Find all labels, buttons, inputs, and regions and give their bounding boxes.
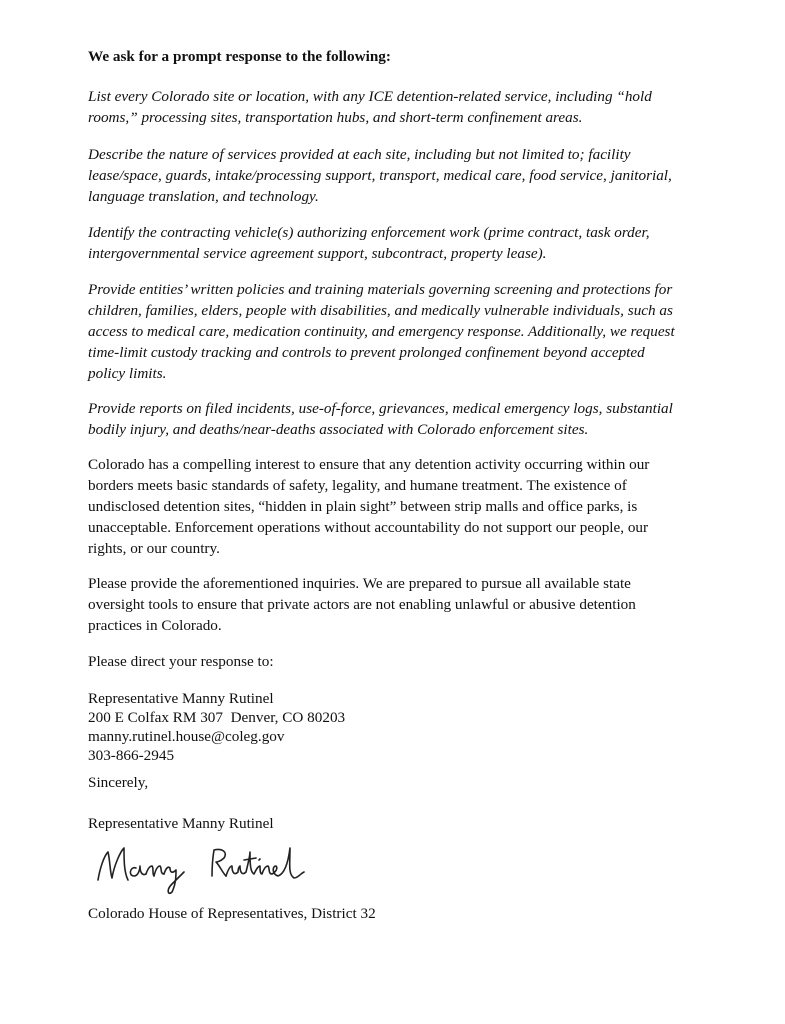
contact-email[interactable]: manny.rutinel.house@coleg.gov <box>88 728 285 745</box>
text-line: policy limits. <box>88 365 167 382</box>
text-line: practices in Colorado. <box>88 617 222 634</box>
text-line: intergovernmental service agreement support, subcontract, property lease). <box>88 245 547 262</box>
text-line: Identify the contracting vehicle(s) authorizing enforcement work (prime contract, task order, <box>88 224 650 241</box>
text-line: children, families, elders, people with disabilities, and medically vulnerable individuals, such as <box>88 302 673 319</box>
text-line: Provide reports on filed incidents, use-of-force, grievances, medical emergency logs, substantial <box>88 400 673 417</box>
request-contracting-vehicles <box>88 222 650 264</box>
signature-stroke <box>212 849 226 876</box>
text-line: undisclosed detention sites, “hidden in plain sight” between strip malls and office parks, is <box>88 498 638 515</box>
signature-stroke <box>98 848 128 880</box>
signature-stroke <box>226 848 304 878</box>
paragraph-oversight <box>88 573 636 636</box>
text-line: rooms,” processing sites, transportation hubs, and short-term confinement areas. <box>88 109 583 126</box>
text-line: Please provide the aforementioned inquiries. We are prepared to pursue all available state <box>88 575 631 592</box>
text-line: borders meets basic standards of safety, legality, and humane treatment. The existence of <box>88 477 627 494</box>
contact-block <box>88 689 345 765</box>
signer-name: Representative Manny Rutinel <box>88 815 274 832</box>
text-line: Describe the nature of services provided at each site, including but not limited to; facility <box>88 146 631 163</box>
handwritten-signature <box>92 838 312 898</box>
contact-address: 200 E Colfax RM 307 Denver, CO 80203 <box>88 709 346 726</box>
contact-name: Representative Manny Rutinel <box>88 690 274 707</box>
signature-stroke <box>164 867 184 893</box>
contact-phone: 303-866-2945 <box>88 747 175 764</box>
signature-stroke <box>146 866 164 876</box>
text-line: Colorado has a compelling interest to ensure that any detention activity occurring within our <box>88 456 650 473</box>
signature-stroke <box>130 866 146 876</box>
text-line: language translation, and technology. <box>88 188 319 205</box>
text-line: time-limit custody tracking and controls to prevent prolonged confinement beyond accepted <box>88 344 645 361</box>
text-line: rights, or our country. <box>88 540 220 557</box>
paragraph-compelling-interest <box>88 454 649 559</box>
text-line: List every Colorado site or location, with any ICE detention-related service, including “hold <box>88 88 652 105</box>
closing-salutation: Sincerely, <box>88 774 149 791</box>
text-line: bodily injury, and deaths/near-deaths associated with Colorado enforcement sites. <box>88 421 589 438</box>
district-line: Colorado House of Representatives, District 32 <box>88 905 376 922</box>
request-policies <box>88 279 675 384</box>
request-reports <box>88 398 673 440</box>
request-heading: We ask for a prompt response to the following: <box>88 48 391 65</box>
request-describe-services <box>88 144 672 207</box>
text-line: access to medical care, medication continuity, and emergency response. Additionally, we request <box>88 323 675 340</box>
request-list-sites <box>88 86 652 128</box>
text-line: unacceptable. Enforcement operations without accountability do not support our people, our <box>88 519 649 536</box>
text-line: Provide entities’ written policies and training materials governing screening and protections for <box>88 281 673 298</box>
signature-stroke <box>244 858 256 860</box>
signature-stroke <box>259 859 260 860</box>
text-line: oversight tools to ensure that private actors are not enabling unlawful or abusive detention <box>88 596 636 613</box>
text-line: lease/space, guards, intake/processing support, transport, medical care, food service, janitorial, <box>88 167 672 184</box>
direct-response-label: Please direct your response to: <box>88 653 274 670</box>
